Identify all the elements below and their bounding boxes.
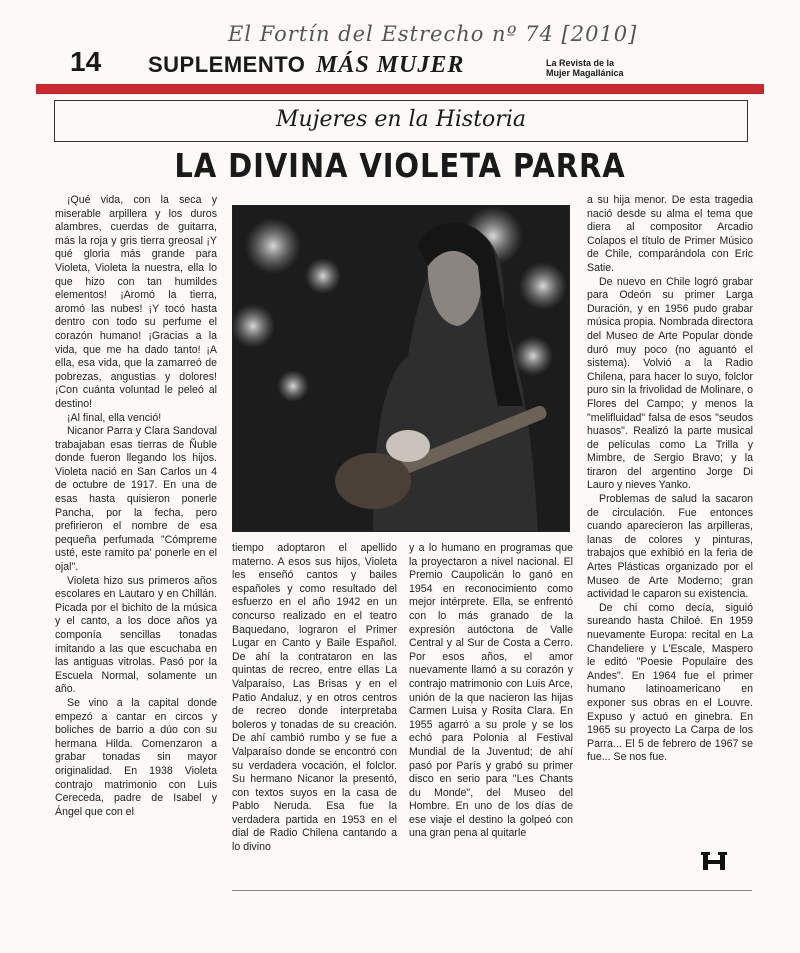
guitar-player-photo [232,205,570,532]
article-column-3 [409,542,573,888]
paragraph: ¡Al final, ella venció! [67,411,162,424]
handwritten-note: El Fortín del Estrecho nº 74 [2010] [228,22,638,46]
paragraph: Se vino a la capital donde empezó a cantar en circos y boliches de barrio a dúo con su hermana Hilda. Comenzaron a grabar tonadas sin mayor originalidad. En 1938 Violeta contrajo matrimonio con Luis Cereceda, padre de Isabel y Ángel que con el [55,696,217,818]
paragraph: De nuevo en Chile logró grabar para Odeón su primer Larga Duración, y en 1956 pudo grabar música propia. Nombrada directora del Museo de Arte Popular donde duró muy poco (no aguantó el sistema). Volvió a la Radio Chilena, para hacer lo suyo, folclor puro sin la frivolidad de Molinare, o Flores del Campo; y menos la "melifluidad" falsa de esos "seudos huasos". Realizó la parte musical de películas como La Trilla y Mimbre, de Sergio Bravo; y la tiraron del argentino Jorge Di Lauro y nieves Yanko. [587,275,753,492]
bottom-rule [232,890,752,891]
section-box [54,100,748,142]
paragraph: De chi como decía, siguió sureando hasta Chiloé. En 1959 nuevamente Europa: recital en La Chandeliere y L'Escale, Maspero le editó "Poesie Populaire des Andes". En 1964 fue el primer humano latinoamericano en exponer sus obras en el Louvre. Expuso y actuó en ginebra. En 1965 su proyecto La Carpa de los Parra... El 5 de febrero de 1967 se fue... Se nos fue. [587,601,753,764]
paragraph: ¡Qué vida, con la seca y miserable arpillera y los duros alambres, cuerdas de guitarra, más la roja y gris tierra greosal ¡Y qué gloria más grande para Violeta, Violeta la nuestra, ella lo que hizo con tan humildes elementos! ¡Aromó la tierra, aromó las nubes! ¡Y tocó hasta dentro con todo su perfume el corazón humano! ¡Gracias a la vida, que me ha dado tanto! ¡A ella, esa vida, que la zamarreó de pobrezas, angustias y dolores! ¡Con cuánta voluntad le peleó al destino! [55,194,217,410]
paragraph: Problemas de salud la sacaron de circulación. Fue entonces cuando aparecieron las arpilleras, lanas de colores y pinturas, trabajos que exhibió en la feria de Artes Plásticas organizado por el Museo de Arte Moderno; gran actividad le caparon su existencia. [587,493,753,601]
supplement-masthead [148,52,464,79]
section-title: Mujeres en la Historia [276,107,526,132]
paragraph: Violeta hizo sus primeros años escolares en Lautaro y en Chillán. Picada por el bichito de la música y el canto, a los doce años ya componía sencillas tonadas imitando a las que escuchaba en las antiguas vitrolas. Pasó por la Escuela Normal, solamente un año. [55,574,217,696]
paragraph: a su hija menor. De esta tragedia nació desde su alma el tema que diera al compositor Arcadio Colapos el título de Primer Músico de Chile, comparándola con Eric Satie. [587,194,753,274]
paragraph: Nicanor Parra y Clara Sandoval trabajaban esas tierras de Ñuble donde fueron llegando los hijos. Violeta nació en San Carlos un 4 de octubre de 1917. En una de esas hasta quisieron ponerle Pancha, por la fecha, pero prefirieron el nombre de esa pequeña perfumada "Cómpreme usté, este ramito pa' ponerle en el ojal". [55,425,217,574]
paragraph: tiempo adoptaron el apellido materno. A esos sus hijos, Violeta les enseñó cantos y bailes españoles y como resultado del esfuerzo en el año 1942 en un concurso realizado en el teatro Baquedano, lograron el Primer Lugar en Canto y Baile Español. De ahí la contrataron en las quintas de recreo, entre ellas La Valparaíso, Las Brisas y en el Patio Andaluz, y en otros centros de recreo donde interpretaba boleros y tonadas de su creación. De ahí cambió rumbo y se fue a Valparaíso donde se encontró con su verdadera vocación, el folclor. Su hermano Nicanor la presentó, con textos suyos en la casa de Pablo Neruda. Esa fue la verdadera partida en 1953 en el dial de Radio Chilena cantando a lo divino [232,542,397,854]
red-rule [36,84,764,94]
photo-illustration [233,206,570,532]
tagline-line-2: Mujer Magallánica [546,68,624,78]
masthead-tagline [546,58,676,78]
page-number: 14 [70,46,102,77]
article-column-4 [587,194,753,854]
supplement-label: SUPLEMENTO [148,52,306,77]
article-column-2 [232,542,397,888]
article-headline: LA DIVINA VIOLETA PARRA [174,146,626,185]
end-of-article-icon [700,850,728,872]
tagline-line-1: La Revista de la [546,58,615,68]
paragraph: y a lo humano en programas que la proyectaron a nivel nacional. El Premio Caupolicán lo ganó en 1954 en reconocimiento como mejor intérprete. Ella, se enfrentó con lo más granado de la expresión autóctona de Valle Central y al Sur de Costa a Cerro. Por esos años, el amor nuevamente llamó a su corazón y contrajo matrimonio con Luis Arce, unión de la que nacieron las hijas Carmen Luisa y Rosita Clara. En 1955 agarró a su prole y se los echó para Polonia al Festival Mundial de la Juventud; de ahí pasó por París y grabó su primer disco en serio para "Les Chants du Monde", del Museo del Hombre. En uno de los días de ese viaje el destino la golpeó con una gran pena al quitarle [409,542,573,840]
article-column-1 [55,194,217,884]
supplement-name: MÁS MUJER [316,52,465,78]
